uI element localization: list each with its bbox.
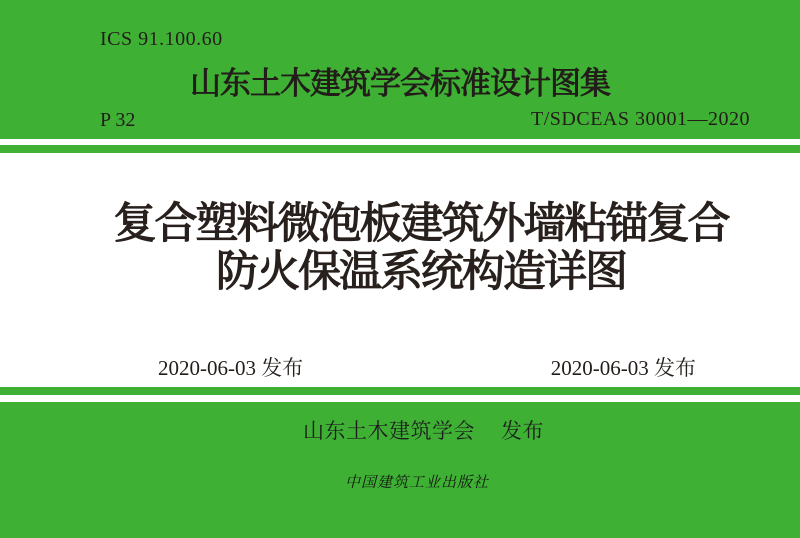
standard-number: T/SDCEAS 30001—2020 (531, 108, 750, 130)
divider-stripe-bottom (0, 387, 800, 395)
series-title: 山东土木建筑学会标准设计图集 (190, 66, 610, 101)
main-title (0, 200, 800, 296)
ics-code: ICS 91.100.60 (100, 28, 223, 50)
issue-action: 发布 (501, 420, 544, 443)
issue-date-left: 2020-06-03 发布 (158, 356, 304, 380)
issue-dates-row (158, 352, 696, 382)
footer-white-gap (0, 395, 800, 402)
main-title-line1: 复合塑料微泡板建筑外墙粘锚复合 (113, 200, 729, 248)
issuing-org-line (0, 415, 800, 445)
divider-stripe-top (0, 145, 800, 153)
issuing-org: 山东土木建筑学会 (303, 420, 475, 443)
press-imprint: 中国建筑工业出版社 (344, 473, 489, 491)
main-title-line2: 防火保温系统构造详图 (216, 248, 626, 296)
p-classification: P 32 (100, 109, 136, 131)
issue-date-right: 2020-06-03 发布 (550, 356, 696, 380)
